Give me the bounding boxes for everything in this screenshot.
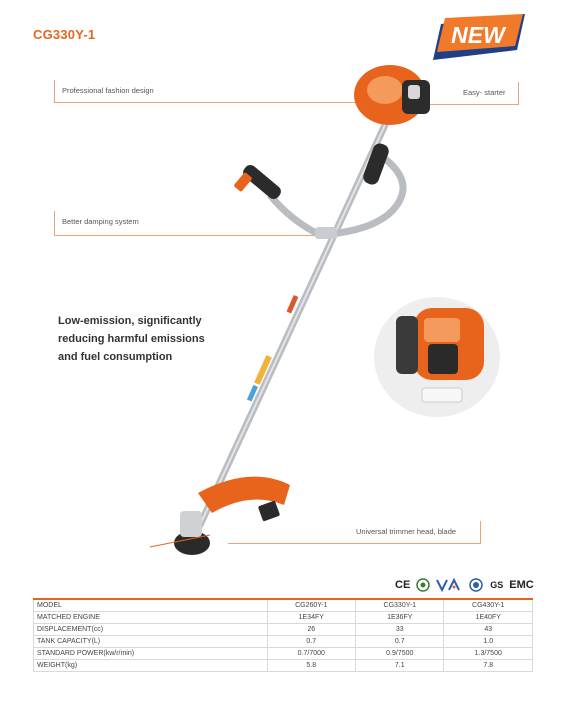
spec-cell: 1E40FY bbox=[444, 612, 533, 624]
feature-damping-system: Better damping system bbox=[62, 217, 139, 226]
spec-cell: 1.3/7500 bbox=[444, 648, 533, 660]
gs-badge-icon bbox=[468, 578, 484, 592]
environment-mark-icon bbox=[416, 578, 430, 592]
spec-cell: 0.7/7000 bbox=[267, 648, 355, 660]
spec-table-row bbox=[34, 636, 533, 648]
spec-cell: 26 bbox=[267, 624, 355, 636]
gs-mark: GS bbox=[490, 580, 504, 590]
spec-cell: 7.8 bbox=[444, 660, 533, 672]
spec-header-model: CG260Y-1 bbox=[267, 599, 355, 612]
handlebar-right bbox=[320, 155, 403, 235]
spec-table-row bbox=[34, 624, 533, 636]
va-mark-icon bbox=[436, 578, 462, 592]
spec-header-model: CG330Y-1 bbox=[356, 599, 444, 612]
feature-fashion-design: Professional fashion design bbox=[62, 86, 154, 95]
emission-line-3: and fuel consumption bbox=[58, 351, 173, 363]
spec-table-row bbox=[34, 648, 533, 660]
spec-row-label: DISPLACEMENT(cc) bbox=[34, 624, 268, 636]
feature-trimmer-head: Universal trimmer head, blade bbox=[356, 527, 457, 536]
spec-cell: 33 bbox=[356, 624, 444, 636]
closeup-engine-side bbox=[396, 316, 418, 374]
emc-mark: EMC bbox=[509, 579, 534, 591]
closeup-base bbox=[422, 388, 462, 402]
gearbox bbox=[180, 511, 202, 537]
emission-line-2: reducing harmful emissions bbox=[58, 333, 205, 345]
spec-cell: 0.7 bbox=[356, 636, 444, 648]
closeup-engine-block bbox=[428, 344, 458, 374]
product-model-title: CG330Y-1 bbox=[33, 27, 96, 42]
spec-cell: 7.1 bbox=[356, 660, 444, 672]
spec-row-label: WEIGHT(kg) bbox=[34, 660, 268, 672]
engine-closeup-image bbox=[372, 296, 502, 418]
certification-row bbox=[395, 576, 534, 594]
ce-mark: CE bbox=[395, 579, 411, 591]
spec-row-label: TANK CAPACITY(L) bbox=[34, 636, 268, 648]
spec-header-model: CG430Y-1 bbox=[444, 599, 533, 612]
engine-cover-highlight bbox=[367, 76, 403, 104]
fuel-tank bbox=[408, 85, 420, 99]
handle-clamp bbox=[315, 227, 337, 239]
spec-cell: 43 bbox=[444, 624, 533, 636]
spec-cell: 0.9/7500 bbox=[356, 648, 444, 660]
emission-line-1: Low-emission, significantly bbox=[58, 315, 202, 327]
spec-table-row bbox=[34, 660, 533, 672]
spec-cell: 1E36FY bbox=[356, 612, 444, 624]
handlebar-left bbox=[270, 195, 320, 235]
emission-description bbox=[58, 312, 218, 366]
drive-shaft-highlight bbox=[200, 125, 385, 525]
spec-cell: 0.7 bbox=[267, 636, 355, 648]
new-badge-label: NEW bbox=[451, 22, 505, 48]
specification-table bbox=[33, 598, 533, 672]
feature-easy-starter: Easy- starter bbox=[463, 88, 506, 97]
spec-table-header-row bbox=[34, 599, 533, 612]
spec-cell: 1.0 bbox=[444, 636, 533, 648]
spec-table-row bbox=[34, 612, 533, 624]
spec-row-label: MATCHED ENGINE bbox=[34, 612, 268, 624]
spec-cell: 1E34FY bbox=[267, 612, 355, 624]
spec-cell: 5.8 bbox=[267, 660, 355, 672]
guard-clip bbox=[258, 500, 280, 521]
new-badge bbox=[433, 14, 525, 60]
spec-row-label: STANDARD POWER(kw/r/min) bbox=[34, 648, 268, 660]
spec-header-label: MODEL bbox=[34, 599, 268, 612]
